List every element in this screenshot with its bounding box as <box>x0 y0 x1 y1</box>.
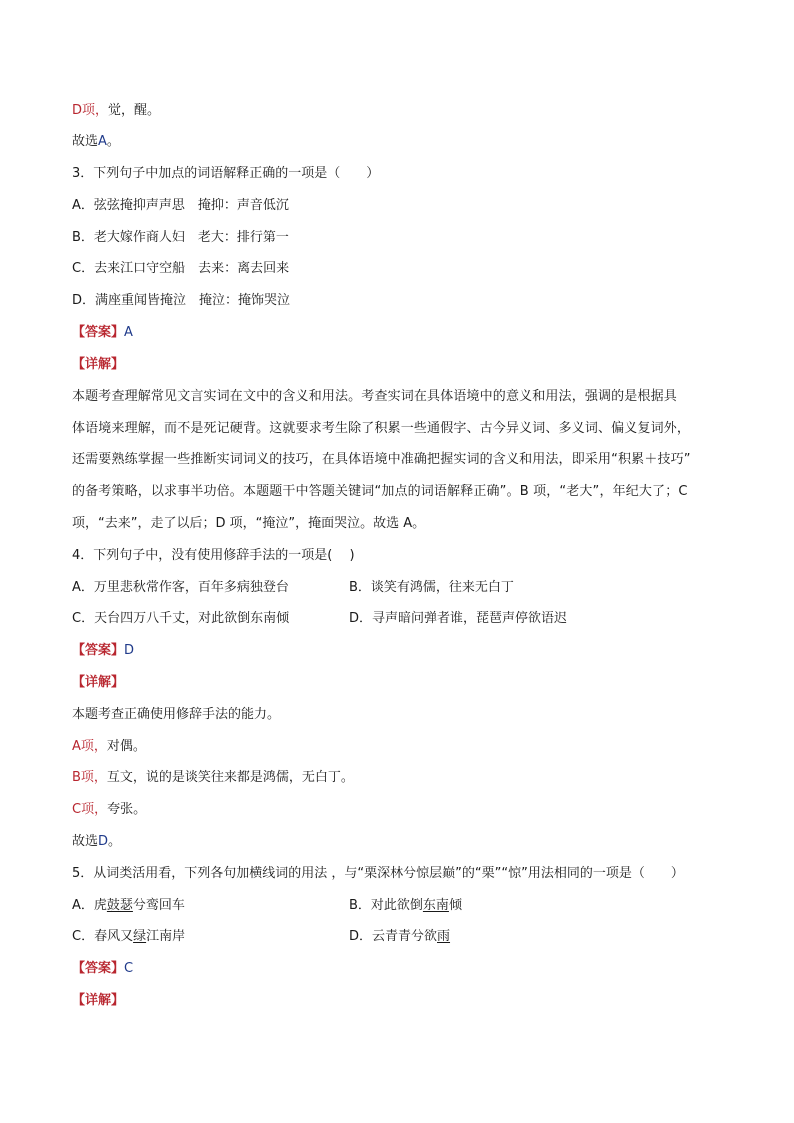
choose-prefix: 故选 <box>72 134 99 149</box>
item-text: 对偶。 <box>106 739 146 754</box>
q4-option-c: C．天台四万八千丈，对此欲倒东南倾 <box>72 611 290 626</box>
q3-answer-line <box>72 325 133 341</box>
item-label: C项， <box>72 802 108 817</box>
choose-answer: A <box>98 134 107 149</box>
answer-tag: 【答案】 <box>72 961 125 976</box>
q4-option-b: B．谈笑有鸿儒，往来无白丁 <box>349 580 514 595</box>
q3-option-c: C．去来江口守空船 去来：离去回来 <box>72 261 290 276</box>
underlined-word: 鼓瑟 <box>106 898 133 913</box>
choose-answer: D <box>98 834 109 849</box>
q5-option-c <box>72 929 185 944</box>
answer-value: D <box>124 643 135 658</box>
q5-option-d <box>349 929 450 945</box>
q4-explanation-c <box>72 802 146 818</box>
option-suffix: 倾 <box>448 898 462 913</box>
d-item-line <box>72 103 160 119</box>
choose-line <box>72 134 120 150</box>
answer-tag: 【答案】 <box>72 643 125 658</box>
question-5: 5．从词类活用看，下列各句加横线词的用法 ，与“栗深林兮惊层巅”的“栗”“惊”用法相同的一项是（ ） <box>72 866 684 881</box>
q3-explanation-1: 本题考查理解常见文言实词在文中的含义和用法。考查实词在具体语境中的意义和用法，强调的是根据具 <box>72 389 677 404</box>
q3-option-a: A．弦弦掩抑声声思 掩抑：声音低沉 <box>72 198 289 213</box>
q4-explanation-a <box>72 739 146 755</box>
item-text: 夸张。 <box>107 802 147 817</box>
option-prefix: C．春风又 <box>72 929 134 944</box>
option-suffix: 江南岸 <box>146 929 186 944</box>
underlined-word: 东南 <box>422 898 449 913</box>
q4-option-d: D．寻声暗问弹者谁，琵琶声停欲语迟 <box>349 611 568 626</box>
item-label: B项， <box>72 770 107 785</box>
option-prefix: A．虎 <box>72 898 107 913</box>
q5-options-row-1 <box>72 898 722 914</box>
choose-suffix: 。 <box>108 834 122 849</box>
answer-value: C <box>124 961 134 976</box>
question-4: 4．下列句子中，没有使用修辞手法的一项是( ) <box>72 548 355 563</box>
q3-detail-tag: 【详解】 <box>72 357 125 372</box>
q4-choose-line <box>72 834 121 850</box>
option-prefix: D．云青青兮欲 <box>349 929 438 944</box>
q3-explanation-5: 项，“去来”，走了以后；D 项，“掩泣”，掩面哭泣。故选 A。 <box>72 516 426 531</box>
choose-prefix: 故选 <box>72 834 99 849</box>
q4-options-row-2 <box>72 611 722 627</box>
q4-explanation-1: 本题考查正确使用修辞手法的能力。 <box>72 707 281 722</box>
q4-option-a: A．万里悲秋常作客，百年多病独登台 <box>72 580 289 595</box>
q5-option-b <box>349 898 462 914</box>
q4-answer-line <box>72 643 134 659</box>
question-3: 3．下列句子中加点的词语解释正确的一项是（ ） <box>72 166 380 181</box>
answer-value: A <box>124 325 133 340</box>
answer-tag: 【答案】 <box>72 325 125 340</box>
option-prefix: B．对此欲倒 <box>349 898 423 913</box>
item-text: 互文，说的是谈笑往来都是鸿儒，无白丁。 <box>106 770 354 785</box>
q3-explanation-4: 的备考策略，以求事半功倍。本题题干中答题关键词“加点的词语解释正确”。B 项，“老大”，年纪大了；C <box>72 484 688 499</box>
q5-detail-tag: 【详解】 <box>72 993 125 1008</box>
q3-option-b: B．老大嫁作商人妇 老大：排行第一 <box>72 230 289 245</box>
q5-option-a <box>72 898 185 913</box>
q3-explanation-3: 还需要熟练掌握一些推断实词词义的技巧，在具体语境中准确把握实词的含义和用法，即采用“积累＋技巧” <box>72 452 691 467</box>
underlined-word: 雨 <box>437 929 451 944</box>
q4-options-row-1 <box>72 580 722 596</box>
q3-explanation-2: 体语境来理解，而不是死记硬背。这就要求考生除了积累一些通假字、古今异义词、多义词、偏义复词外， <box>72 421 691 436</box>
q5-answer-line <box>72 961 133 977</box>
item-text: 觉，醒。 <box>108 103 161 118</box>
option-suffix: 兮鸾回车 <box>132 898 185 913</box>
item-label: D项， <box>72 103 109 118</box>
q4-detail-tag: 【详解】 <box>72 675 125 690</box>
choose-suffix: 。 <box>106 134 120 149</box>
q5-options-row-2 <box>72 929 722 945</box>
q3-option-d: D．满座重闻皆掩泣 掩泣：掩饰哭泣 <box>72 293 291 308</box>
underlined-word: 绿 <box>133 929 147 944</box>
item-label: A项， <box>72 739 107 754</box>
q4-explanation-b <box>72 770 354 786</box>
